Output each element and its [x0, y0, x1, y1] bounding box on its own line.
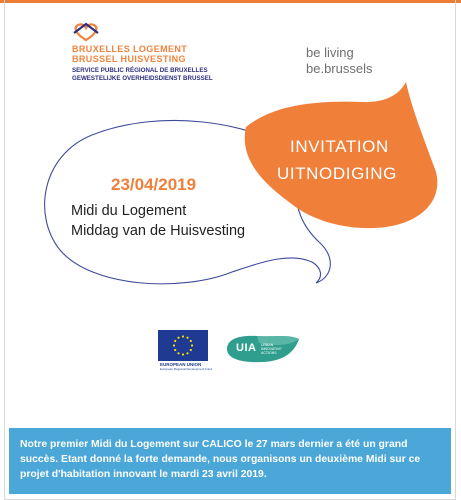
- eu-logo[interactable]: [158, 330, 212, 371]
- eu-star: [191, 344, 193, 346]
- eu-sublabel: European Regional Development Fund: [160, 367, 212, 371]
- brand-name-fr: BRUXELLES LOGEMENT: [72, 44, 188, 54]
- event-name-fr: Midi du Logement: [71, 203, 187, 219]
- eu-star: [186, 352, 188, 354]
- event-date: 23/04/2019: [111, 175, 197, 194]
- banner-message: Notre premier Midi du Logement sur CALICO le 27 mars dernier a été un grand succès. Etant donné la forte demande, nous organisons un deuxième Midi sur ce projet d'habitation innovant le mardi 23 avril 2019.: [20, 439, 421, 480]
- eu-label: EUROPEAN UNION: [160, 362, 202, 367]
- event-name-nl: Middag van de Huisvesting: [71, 223, 246, 239]
- bruxelles-logement-logo[interactable]: [72, 22, 242, 82]
- eu-star: [177, 352, 179, 354]
- eu-star: [174, 340, 176, 342]
- uia-sublabel: URBAN INNOVATIVE ACTIONS: [261, 343, 282, 355]
- eu-flag-icon: [158, 330, 208, 361]
- service-name-nl: GEWESTELIJKE OVERHEIDSDIENST BRUSSEL: [72, 75, 213, 82]
- tagline-be-brussels: be.brussels: [306, 61, 373, 76]
- eu-star: [182, 335, 184, 337]
- service-name-fr: SERVICE PUBLIC RÉGIONAL DE BRUXELLES: [72, 67, 208, 74]
- heart-house-icon: [72, 22, 116, 42]
- eu-star: [190, 340, 192, 342]
- info-banner: [9, 428, 451, 494]
- eu-star: [174, 349, 176, 351]
- eu-star: [173, 344, 175, 346]
- eu-star: [177, 337, 179, 339]
- eu-star: [182, 353, 184, 355]
- uia-label: UIA: [236, 342, 257, 354]
- brand-name-nl: BRUSSEL HUISVESTING: [72, 54, 186, 64]
- invitation-title-fr: INVITATION: [290, 137, 389, 156]
- eu-star: [186, 337, 188, 339]
- uia-logo[interactable]: [223, 333, 303, 365]
- tagline-be-living: be living: [306, 45, 354, 60]
- eu-star: [190, 349, 192, 351]
- invitation-title-nl: UITNODIGING: [277, 164, 397, 183]
